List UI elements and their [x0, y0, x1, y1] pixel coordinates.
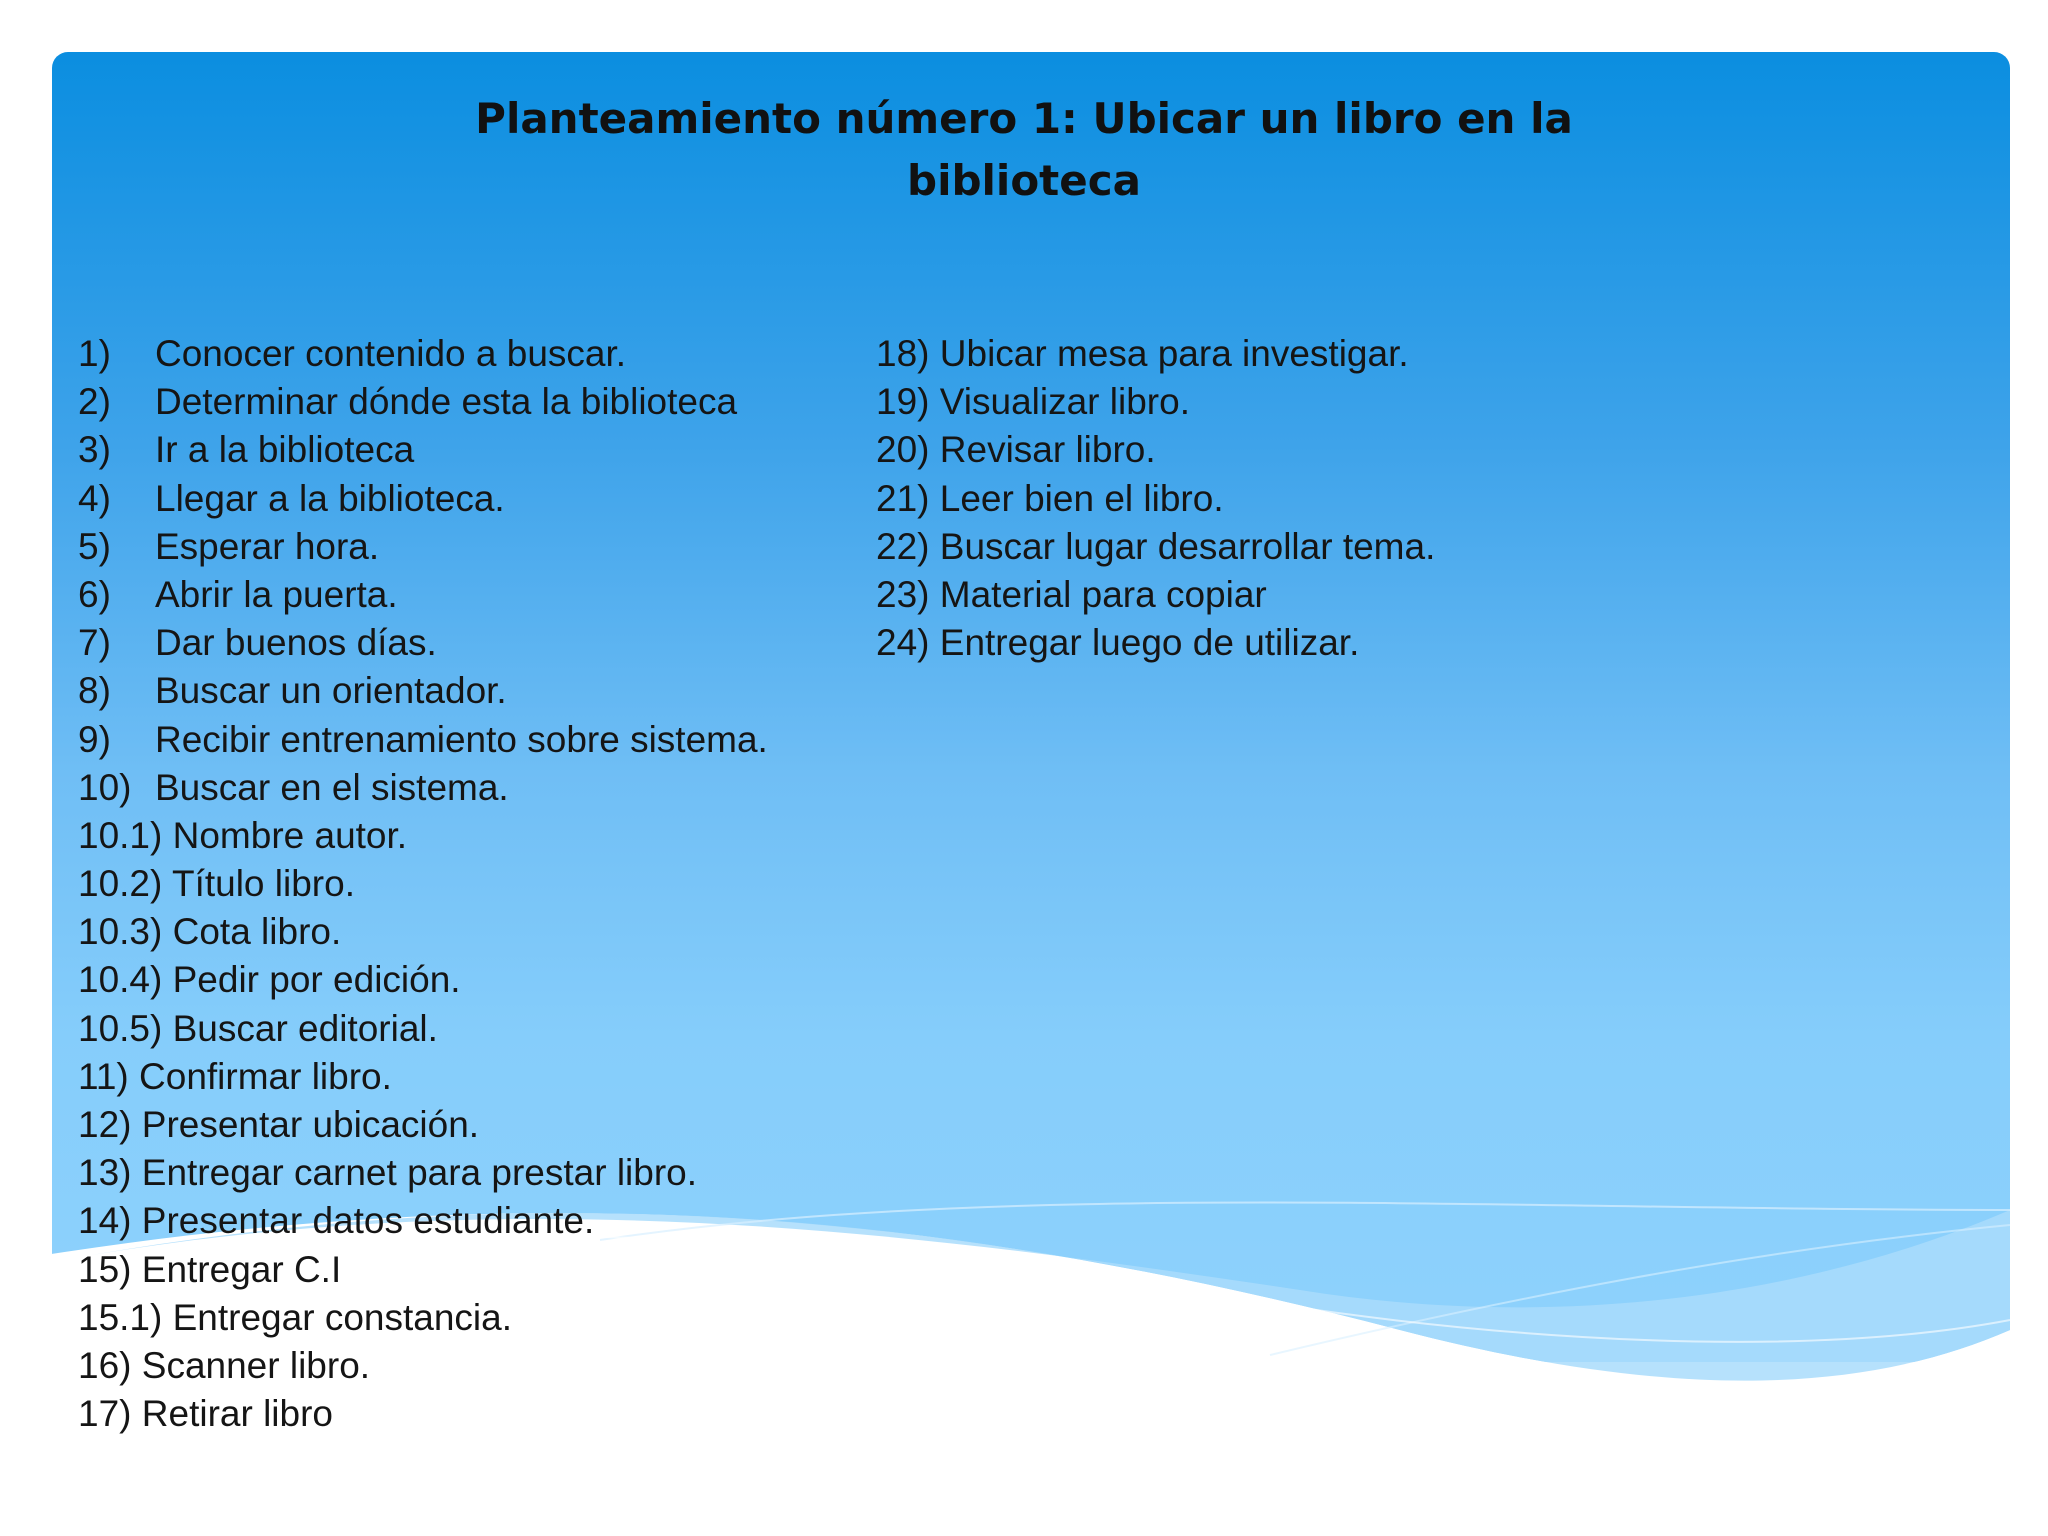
step-number: 3) — [78, 429, 111, 471]
step-number: 10.1) — [78, 814, 163, 856]
step-text: Entregar luego de utilizar. — [939, 622, 1360, 664]
list-item — [876, 475, 1435, 523]
step-text: Visualizar libro. — [939, 381, 1190, 423]
list-item — [876, 426, 1435, 474]
step-text: Buscar lugar desarrollar tema. — [939, 525, 1436, 567]
step-text: Entregar constancia. — [172, 1296, 512, 1338]
list-item — [78, 426, 768, 474]
list-item — [78, 1390, 768, 1438]
step-number: 9) — [78, 718, 111, 760]
list-item — [78, 1294, 768, 1342]
list-item — [78, 716, 768, 764]
list-item — [78, 475, 768, 523]
step-text: Cota libro. — [172, 911, 342, 953]
step-text: Buscar editorial. — [172, 1007, 438, 1049]
step-text: Dar buenos días. — [155, 622, 437, 664]
step-text: Esperar hora. — [155, 525, 380, 567]
step-text: Ubicar mesa para investigar. — [939, 333, 1409, 374]
step-text: Scanner libro. — [141, 1344, 371, 1386]
step-text: Abrir la puerta. — [155, 573, 398, 615]
list-item — [78, 1101, 768, 1149]
list-item — [876, 619, 1435, 667]
step-text: Confirmar libro. — [139, 1055, 392, 1097]
step-text: Título libro. — [171, 863, 355, 905]
step-number: 7) — [78, 622, 111, 664]
list-item — [876, 571, 1435, 619]
title-line-2: biblioteca — [907, 156, 1141, 205]
step-number: 2) — [78, 381, 111, 423]
step-number: 17) — [78, 1393, 132, 1435]
list-item — [78, 1005, 768, 1053]
step-text: Leer bien el libro. — [939, 477, 1224, 519]
list-item — [78, 764, 768, 812]
list-item — [78, 523, 768, 571]
step-number: 10) — [78, 766, 132, 808]
step-number: 15) — [78, 1248, 132, 1290]
step-number: 16) — [78, 1344, 132, 1386]
step-text: Buscar un orientador. — [155, 670, 507, 712]
step-number: 19) — [876, 381, 930, 423]
list-item — [78, 1053, 768, 1101]
step-text: Llegar a la biblioteca. — [155, 477, 505, 519]
step-text: Buscar en el sistema. — [155, 766, 509, 808]
step-text: Retirar libro — [141, 1393, 333, 1435]
list-item — [78, 1197, 768, 1245]
list-item — [876, 330, 1435, 378]
step-number: 1) — [78, 333, 111, 374]
step-number: 4) — [78, 477, 111, 519]
step-number: 10.2) — [78, 863, 163, 905]
list-item — [78, 812, 768, 860]
step-number: 12) — [78, 1104, 132, 1145]
step-number: 23) — [876, 573, 930, 615]
list-item — [78, 1149, 768, 1197]
step-text: Entregar carnet para prestar libro. — [141, 1152, 698, 1194]
list-item — [78, 571, 768, 619]
step-number: 13) — [78, 1152, 132, 1194]
step-text: Determinar dónde esta la biblioteca — [155, 381, 738, 423]
step-text: Recibir entrenamiento sobre sistema. — [155, 718, 768, 760]
step-number: 10.3) — [78, 911, 163, 953]
list-item — [78, 330, 768, 378]
step-text: Material para copiar — [939, 573, 1267, 615]
list-item — [78, 1342, 768, 1390]
step-number: 18) — [876, 333, 930, 374]
list-item — [78, 378, 768, 426]
list-item — [78, 956, 768, 1004]
step-text: Revisar libro. — [939, 429, 1156, 471]
step-text: Pedir por edición. — [172, 959, 461, 1001]
list-item — [876, 378, 1435, 426]
list-item — [876, 523, 1435, 571]
step-number: 21) — [876, 477, 930, 519]
step-number: 14) — [78, 1200, 132, 1242]
list-item — [78, 1246, 768, 1294]
step-number: 24) — [876, 622, 930, 664]
step-number: 8) — [78, 670, 111, 712]
step-text: Presentar ubicación. — [141, 1104, 480, 1145]
step-number: 20) — [876, 429, 930, 471]
step-number: 15.1) — [78, 1296, 163, 1338]
step-text: Conocer contenido a buscar. — [155, 333, 627, 374]
title-line-1: Planteamiento número 1: Ubicar un libro en la — [475, 94, 1573, 143]
list-item — [78, 619, 768, 667]
step-number: 22) — [876, 525, 930, 567]
step-number: 10.5) — [78, 1007, 163, 1049]
slide-title — [0, 88, 2048, 212]
step-text: Presentar datos estudiante. — [141, 1200, 595, 1242]
steps-list-right — [876, 330, 1435, 667]
step-number: 6) — [78, 573, 111, 615]
step-number: 10.4) — [78, 959, 163, 1001]
steps-list-left — [78, 330, 768, 1438]
step-text: Nombre autor. — [172, 814, 408, 856]
list-item — [78, 860, 768, 908]
step-number: 11) — [78, 1055, 129, 1097]
list-item — [78, 667, 768, 715]
step-number: 5) — [78, 525, 111, 567]
step-text: Entregar C.I — [141, 1248, 342, 1290]
step-text: Ir a la biblioteca — [155, 429, 415, 471]
list-item — [78, 908, 768, 956]
